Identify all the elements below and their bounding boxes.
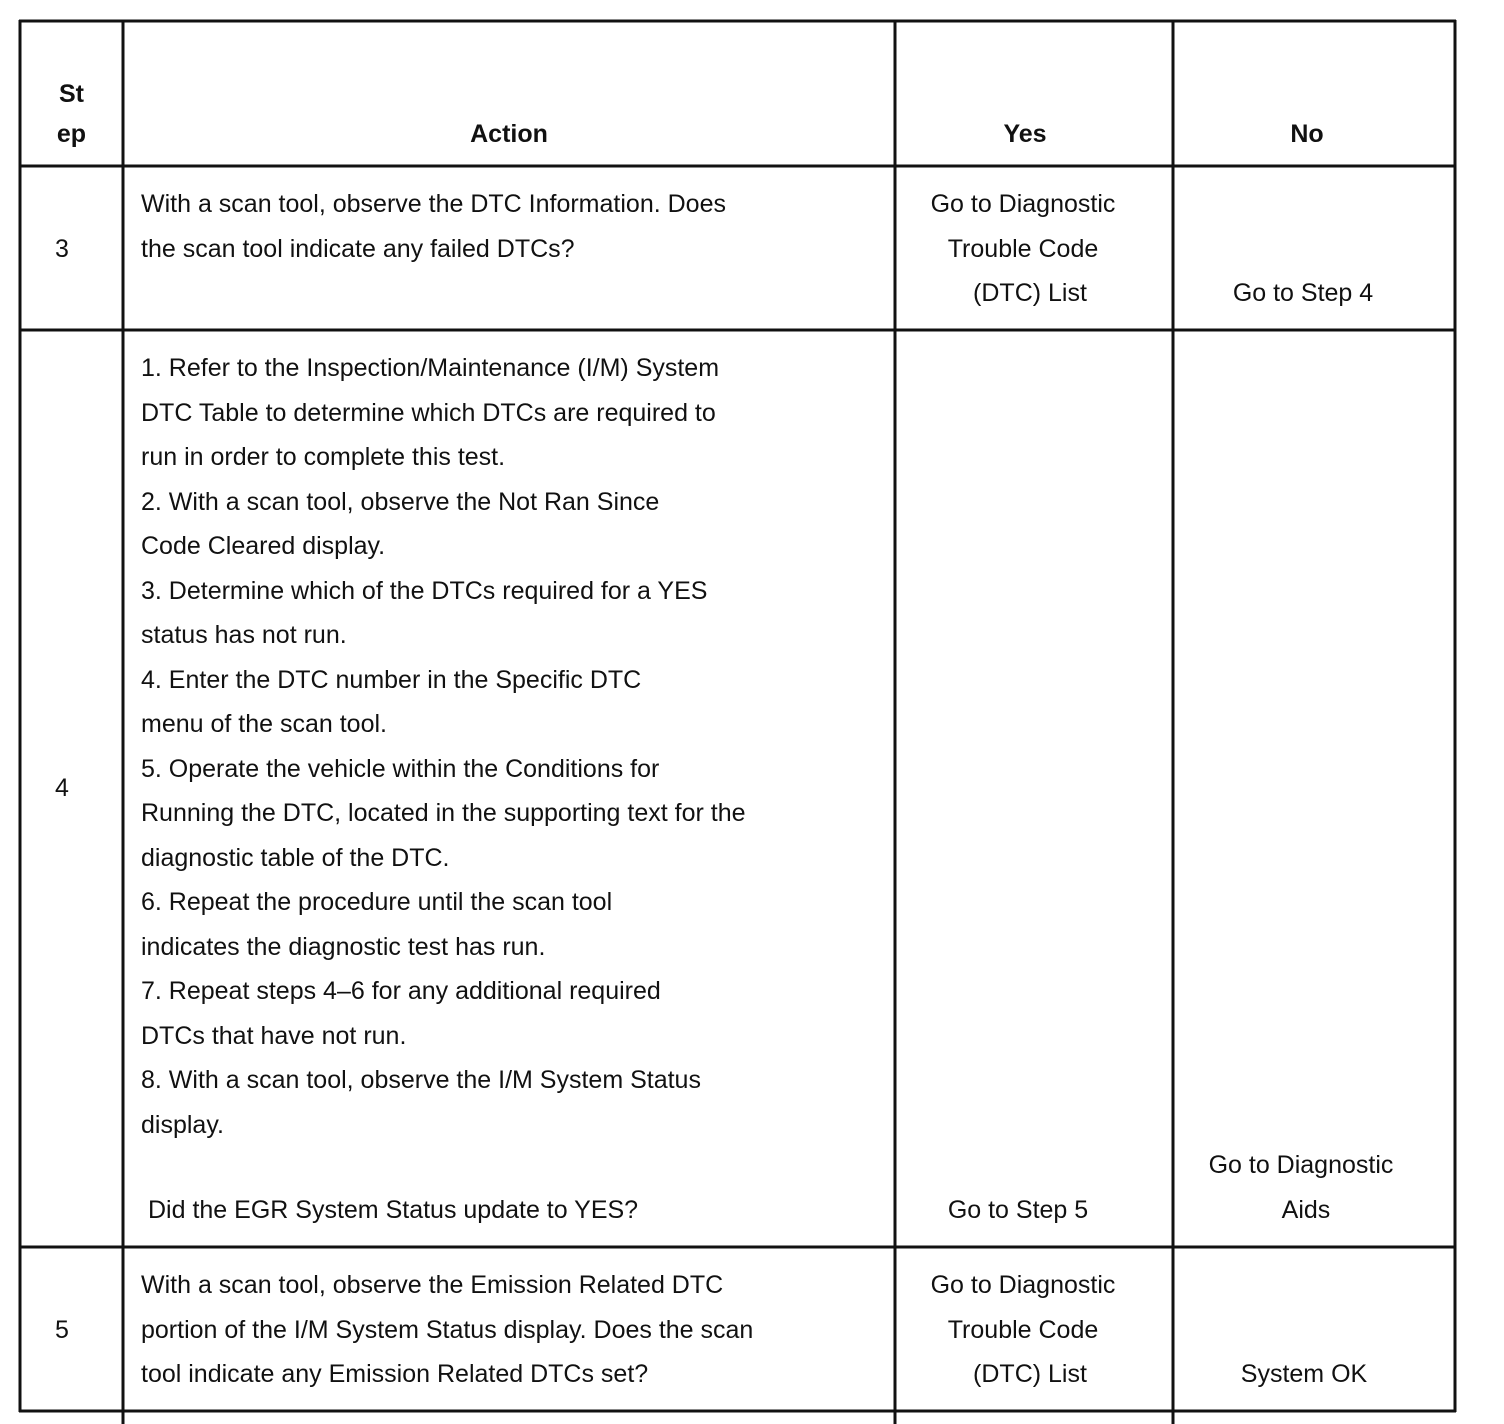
yes-line: Go to Diagnostic <box>930 1271 1116 1299</box>
action-line: status has not run. <box>141 621 347 649</box>
yes-line: Trouble Code <box>947 234 1099 263</box>
header-step-line1: St <box>59 80 84 108</box>
action-line: 5. Operate the vehicle within the Conditions for <box>141 754 660 783</box>
yes-line: Go to Diagnostic <box>930 190 1116 218</box>
yes-line: (DTC) List <box>973 1360 1087 1388</box>
row-step-5-yes[interactable] <box>895 1263 1151 1397</box>
row-step-5-action <box>141 1263 753 1397</box>
row-step-4-action <box>141 346 746 1147</box>
action-line: menu of the scan tool. <box>141 710 387 738</box>
row-step-3-no[interactable] <box>1173 271 1433 316</box>
row-step-5-number: 5 <box>55 1316 69 1344</box>
no-line: System OK <box>1240 1360 1368 1388</box>
action-line: display. <box>141 1110 224 1139</box>
row-step-3-yes[interactable] <box>895 182 1151 316</box>
row-step-4-question: Did the EGR System Status update to YES? <box>148 1196 639 1224</box>
row-step-3-action <box>141 182 726 271</box>
action-line: DTCs that have not run. <box>141 1021 407 1050</box>
header-yes: Yes <box>1003 120 1047 148</box>
action-line: With a scan tool, observe the DTC Information. Does <box>141 190 726 218</box>
action-line: 1. Refer to the Inspection/Maintenance (I/M) System <box>141 354 720 382</box>
no-line: Aids <box>1281 1195 1331 1224</box>
yes-line: Trouble Code <box>947 1315 1099 1344</box>
header-step <box>20 74 123 154</box>
action-line: portion of the I/M System Status display. Does the scan <box>141 1315 754 1344</box>
row-step-5-no[interactable] <box>1173 1352 1435 1397</box>
row-step-4-yes[interactable] <box>895 1188 1141 1233</box>
no-line: Go to Diagnostic <box>1208 1151 1394 1179</box>
action-line: 4. Enter the DTC number in the Specific DTC <box>141 665 642 694</box>
no-line: Go to Step 4 <box>1232 279 1374 307</box>
yes-line: Go to Step 5 <box>947 1196 1089 1224</box>
action-line: 7. Repeat steps 4–6 for any additional required <box>141 977 661 1005</box>
yes-line: (DTC) List <box>973 279 1087 307</box>
header-action: Action <box>470 120 548 148</box>
action-line: 8. With a scan tool, observe the I/M System Status <box>141 1066 701 1094</box>
row-step-4-number: 4 <box>55 774 69 802</box>
action-line: the scan tool indicate any failed DTCs? <box>141 234 575 263</box>
action-line: indicates the diagnostic test has run. <box>141 932 546 961</box>
action-line: run in order to complete this test. <box>141 443 506 471</box>
action-line: With a scan tool, observe the Emission Related DTC <box>141 1271 724 1299</box>
action-line: DTC Table to determine which DTCs are required to <box>141 398 716 427</box>
action-line: 6. Repeat the procedure until the scan tool <box>141 888 613 916</box>
action-line: diagnostic table of the DTC. <box>141 843 450 872</box>
header-step-line2: ep <box>56 120 87 148</box>
action-line: Running the DTC, located in the supporting text for the <box>141 799 746 827</box>
action-line: 2. With a scan tool, observe the Not Ran Since <box>141 487 660 516</box>
row-step-3-number: 3 <box>55 235 69 263</box>
action-line: tool indicate any Emission Related DTCs set? <box>141 1360 649 1388</box>
action-line: Code Cleared display. <box>141 532 386 560</box>
action-line: 3. Determine which of the DTCs required for a YES <box>141 576 708 605</box>
header-no: No <box>1290 120 1324 148</box>
row-step-4-no[interactable] <box>1173 1143 1429 1232</box>
